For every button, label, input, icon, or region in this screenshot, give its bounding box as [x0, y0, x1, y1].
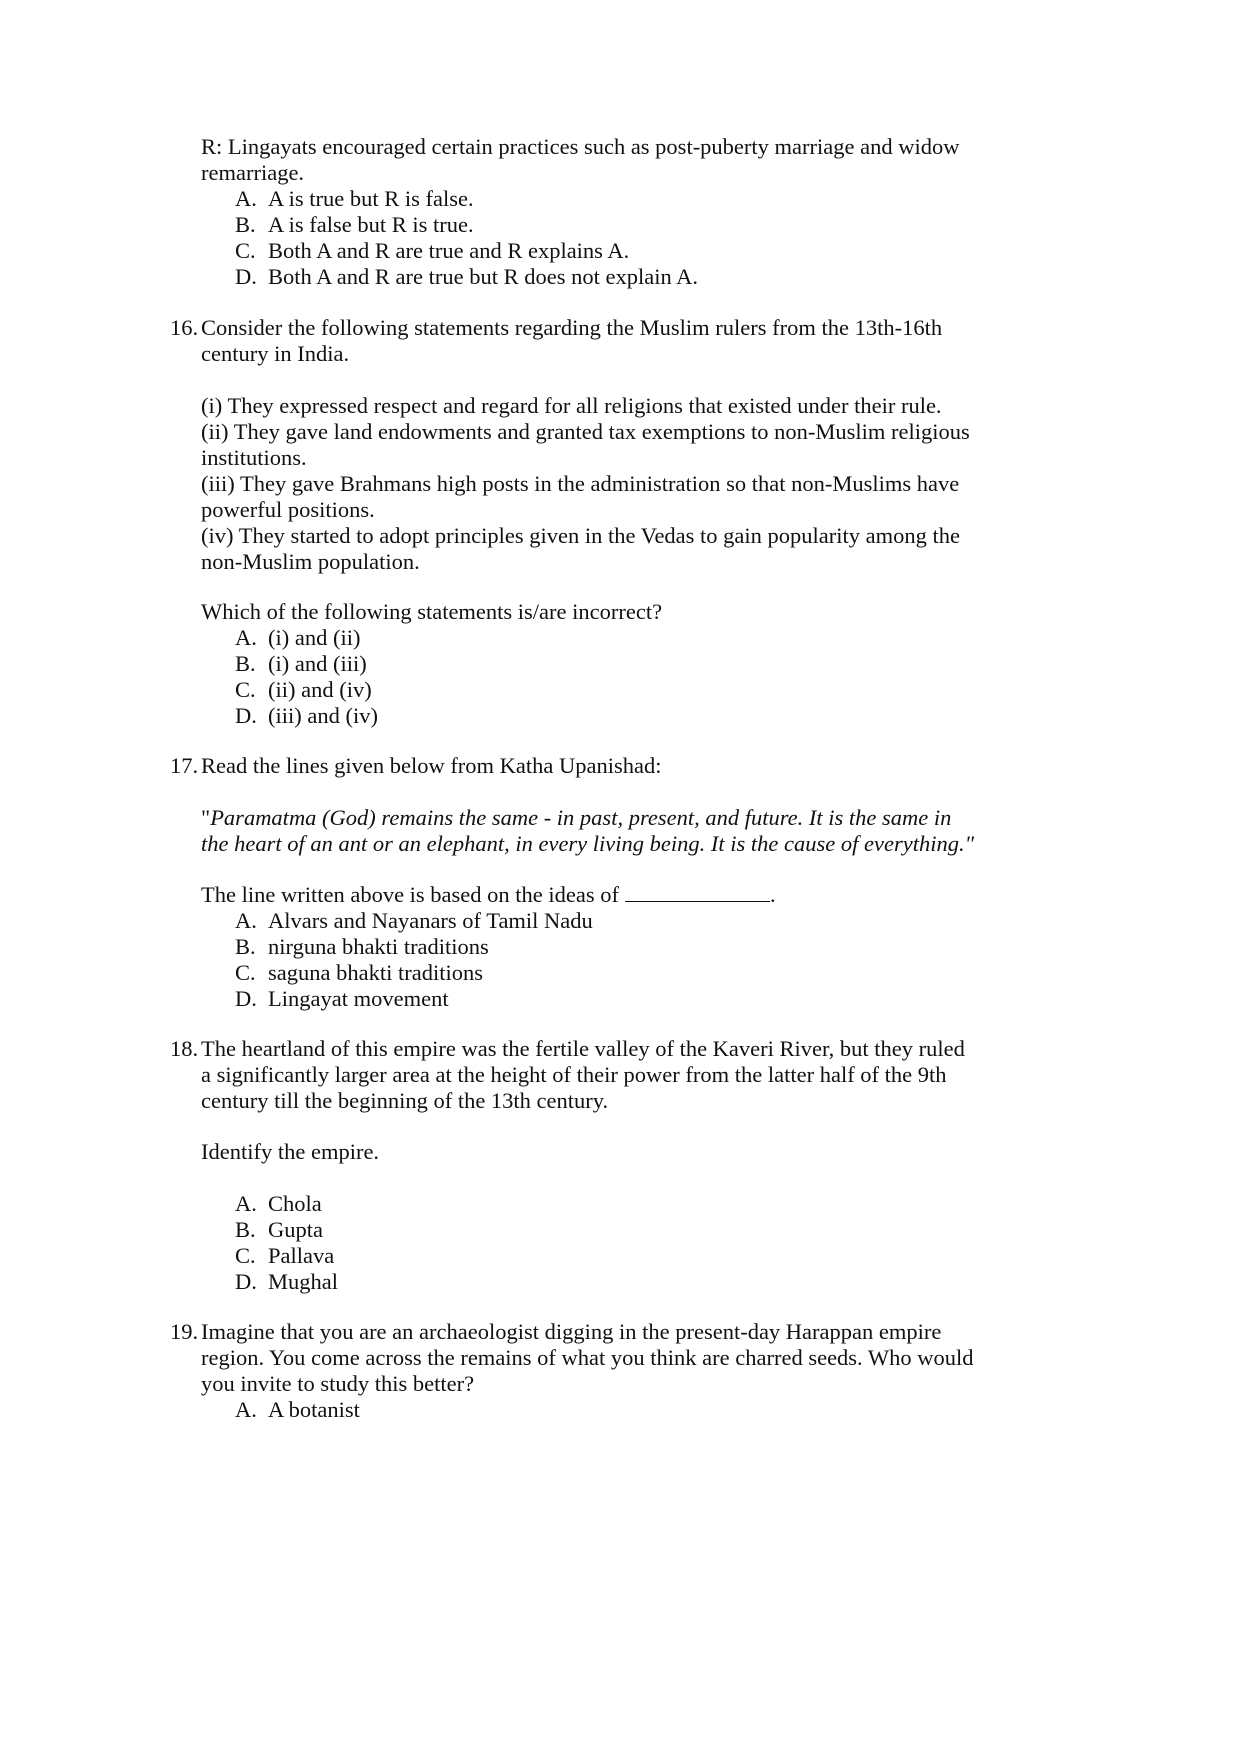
option-letter: D.: [235, 264, 257, 289]
question-stem-cont: a significantly larger area at the height of their power from the latter half of the 9th: [201, 1062, 947, 1087]
option-letter: A.: [235, 908, 257, 933]
reason-statement-cont: remarriage.: [201, 160, 305, 185]
option-letter: B.: [235, 934, 256, 959]
question-number: 16.: [170, 315, 199, 340]
question-stem: Consider the following statements regarding the Muslim rulers from the 13th-16th: [201, 315, 943, 340]
reason-statement: R: Lingayats encouraged certain practices such as post-puberty marriage and widow: [201, 134, 960, 159]
option-text: A botanist: [268, 1397, 360, 1422]
question-number: 18.: [170, 1036, 199, 1061]
option-text: A is false but R is true.: [268, 212, 474, 237]
option-text: (i) and (iii): [268, 651, 367, 676]
statement-iv: (iv) They started to adopt principles given in the Vedas to gain popularity among the: [201, 523, 961, 548]
option-text: Both A and R are true and R explains A.: [268, 238, 630, 263]
option-text: Lingayat movement: [268, 986, 449, 1011]
option-letter: B.: [235, 1217, 256, 1242]
statement-iii-cont: powerful positions.: [201, 497, 375, 522]
option-text: Alvars and Nayanars of Tamil Nadu: [268, 908, 593, 933]
question-stem-cont: region. You come across the remains of what you think are charred seeds. Who would: [201, 1345, 974, 1370]
quote-text: Paramatma (God) remains the same - in past, present, and future. It is the same in: [210, 805, 952, 830]
option-letter: D.: [235, 986, 257, 1011]
option-letter: A.: [235, 1191, 257, 1216]
statement-ii: (ii) They gave land endowments and granted tax exemptions to non-Muslim religious: [201, 419, 970, 444]
statement-iii: (iii) They gave Brahmans high posts in the administration so that non-Muslims have: [201, 471, 960, 496]
question-stem: Read the lines given below from Katha Upanishad:: [201, 753, 662, 778]
question-stem: The heartland of this empire was the fertile valley of the Kaveri River, but they ruled: [201, 1036, 965, 1061]
option-text: saguna bhakti traditions: [268, 960, 483, 985]
option-text: Gupta: [268, 1217, 323, 1242]
question-stem-cont: you invite to study this better?: [201, 1371, 475, 1396]
option-letter: A.: [235, 186, 257, 211]
question-stem-cont: century in India.: [201, 341, 350, 366]
option-letter: D.: [235, 703, 257, 728]
quote-open-mark: ": [201, 805, 211, 830]
option-letter: C.: [235, 960, 256, 985]
option-letter: C.: [235, 238, 256, 263]
question-prompt: Which of the following statements is/are incorrect?: [201, 599, 663, 624]
option-text: (i) and (ii): [268, 625, 361, 650]
option-letter: A.: [235, 1397, 257, 1422]
option-text: Mughal: [268, 1269, 338, 1294]
option-text: (iii) and (iv): [268, 703, 378, 728]
question-prompt: Identify the empire.: [201, 1139, 380, 1164]
statement-i: (i) They expressed respect and regard for all religions that existed under their rule.: [201, 393, 942, 418]
option-letter: B.: [235, 651, 256, 676]
option-text: nirguna bhakti traditions: [268, 934, 489, 959]
quote-line-1: [201, 803, 951, 832]
question-stem-cont: century till the beginning of the 13th century.: [201, 1088, 609, 1113]
question-prompt: [201, 880, 776, 909]
option-text: Chola: [268, 1191, 322, 1216]
question-stem: Imagine that you are an archaeologist digging in the present-day Harappan empire: [201, 1319, 942, 1344]
statement-ii-cont: institutions.: [201, 445, 307, 470]
option-letter: C.: [235, 677, 256, 702]
fill-in-blank: [625, 881, 770, 902]
question-number: 17.: [170, 753, 199, 778]
option-letter: A.: [235, 625, 257, 650]
option-letter: C.: [235, 1243, 256, 1268]
option-letter: D.: [235, 1269, 257, 1294]
option-text: (ii) and (iv): [268, 677, 372, 702]
option-letter: B.: [235, 212, 256, 237]
quote-line-2: the heart of an ant or an elephant, in every living being. It is the cause of everything.": [201, 831, 975, 856]
option-text: Both A and R are true but R does not explain A.: [268, 264, 698, 289]
prompt-end: .: [770, 882, 776, 907]
option-text: A is true but R is false.: [268, 186, 474, 211]
statement-iv-cont: non-Muslim population.: [201, 549, 420, 574]
question-number: 19.: [170, 1319, 199, 1344]
option-text: Pallava: [268, 1243, 335, 1268]
prompt-text: The line written above is based on the ideas of: [201, 882, 619, 907]
